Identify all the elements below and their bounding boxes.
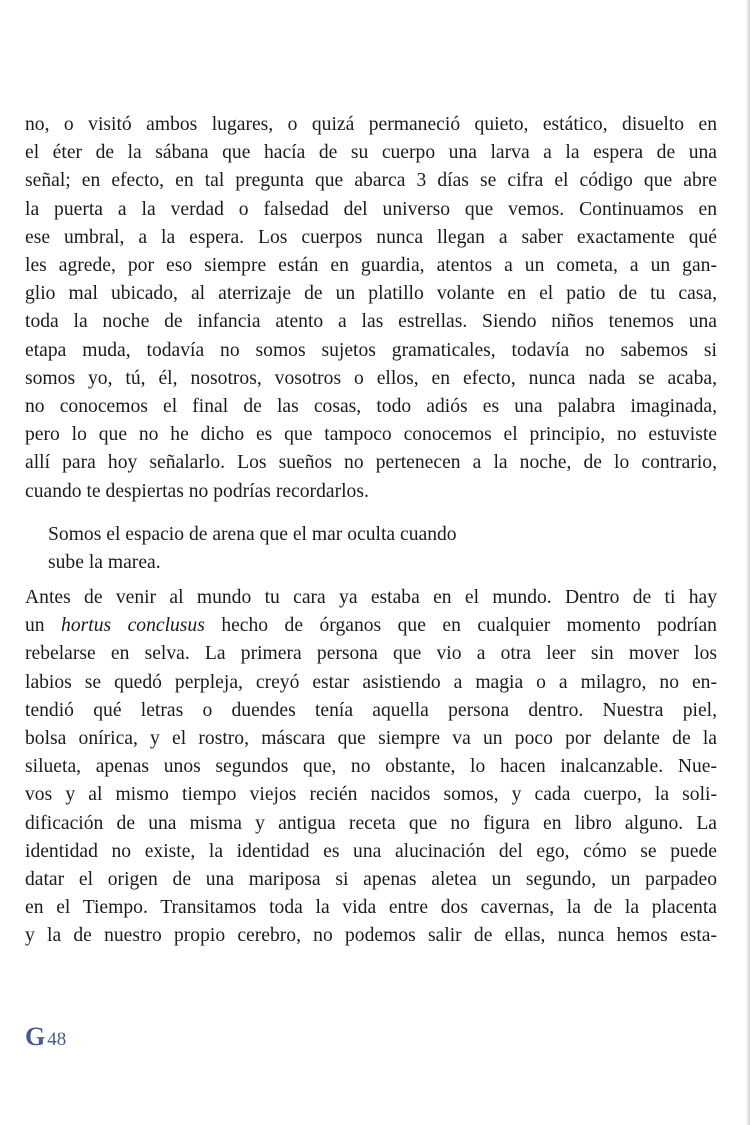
text-line: glio mal ubicado, al aterrizaje de un platillo volante en el patio de tu casa,: [25, 283, 717, 305]
italic-term: hortus conclusus: [61, 615, 205, 637]
text-line: allí para hoy señalarlo. Los sueños no pertenecen a la noche, de lo contrario,: [25, 452, 717, 474]
text-line: vos y al mismo tiempo viejos recién nacidos somos, y cada cuerpo, la soli-: [25, 784, 717, 806]
text-line: no conocemos el final de las cosas, todo adiós es una palabra imaginada,: [25, 396, 717, 418]
page-edge-shadow: [746, 0, 750, 1125]
text-fragment: un: [25, 615, 62, 637]
verse-line: Somos el espacio de arena que el mar oculta cuando: [48, 524, 457, 545]
text-line: labios se quedó perpleja, creyó estar asistiendo a magia o a milagro, no en-: [25, 671, 717, 693]
text-line: rebelarse en selva. La primera persona que vio a otra leer sin mover los: [25, 643, 717, 665]
text-line: cuando te despiertas no podrías recordarlos.: [25, 480, 369, 502]
text-line: y la de nuestro propio cerebro, no podemos salir de ellas, nunca hemos esta-: [25, 925, 717, 947]
text-line: etapa muda, todavía no somos sujetos gramaticales, todavía no sabemos si: [25, 339, 717, 361]
text-line: identidad no existe, la identidad es una alucinación del ego, cómo se puede: [25, 840, 717, 862]
text-line: les agrede, por eso siempre están en guardia, atentos a un cometa, a un gan-: [25, 255, 717, 277]
text-line: no, o visitó ambos lugares, o quizá permaneció quieto, estático, disuelto en: [25, 114, 717, 135]
text-line: la puerta a la verdad o falsedad del universo que vemos. Continuamos en: [25, 198, 717, 220]
text-line: el éter de la sábana que hacía de su cuerpo una larva a la espera de una: [25, 142, 717, 164]
folio-mark: G: [25, 1022, 46, 1051]
page-folio: [25, 1022, 66, 1056]
text-line: tendió qué letras o duendes tenía aquella persona dentro. Nuestra piel,: [25, 699, 717, 721]
page-number: 48: [47, 1029, 67, 1050]
text-line: dificación de una misma y antigua receta que no figura en libro alguno. La: [25, 812, 717, 834]
text-line: somos yo, tú, él, nosotros, vosotros o ellos, en efecto, nunca nada se acaba,: [25, 367, 717, 389]
text-line: en el Tiempo. Transitamos toda la vida entre dos cavernas, la de la placenta: [25, 897, 717, 919]
text-line: datar el origen de una mariposa si apenas aletea un segundo, un parpadeo: [25, 869, 717, 891]
text-line: pero lo que no he dicho es que tampoco conocemos el principio, no estuviste: [25, 424, 717, 446]
text-line: Antes de venir al mundo tu cara ya estaba en el mundo. Dentro de ti hay: [25, 587, 717, 608]
verse-line: sube la marea.: [48, 552, 161, 574]
body-paragraph-2: [25, 584, 717, 951]
text-line: bolsa onírica, y el rostro, máscara que siempre va un poco por delante de la: [25, 728, 717, 750]
text-line: señal; en efecto, en tal pregunta que abarca 3 días se cifra el código que abre: [25, 170, 717, 192]
text-line: silueta, apenas unos segundos que, no obstante, lo hacen inalcanzable. Nue-: [25, 756, 717, 778]
text-fragment: hecho de órganos que en cualquier momento podrían: [204, 615, 717, 637]
text-line: ese umbral, a la espera. Los cuerpos nunca llegan a saber exactamente qué: [25, 226, 717, 248]
text-line-with-italic: [25, 612, 717, 640]
verse-quote: [48, 521, 457, 577]
text-line: toda la noche de infancia atento a las estrellas. Siendo niños tenemos una: [25, 311, 717, 333]
body-paragraph-1: [25, 111, 717, 506]
